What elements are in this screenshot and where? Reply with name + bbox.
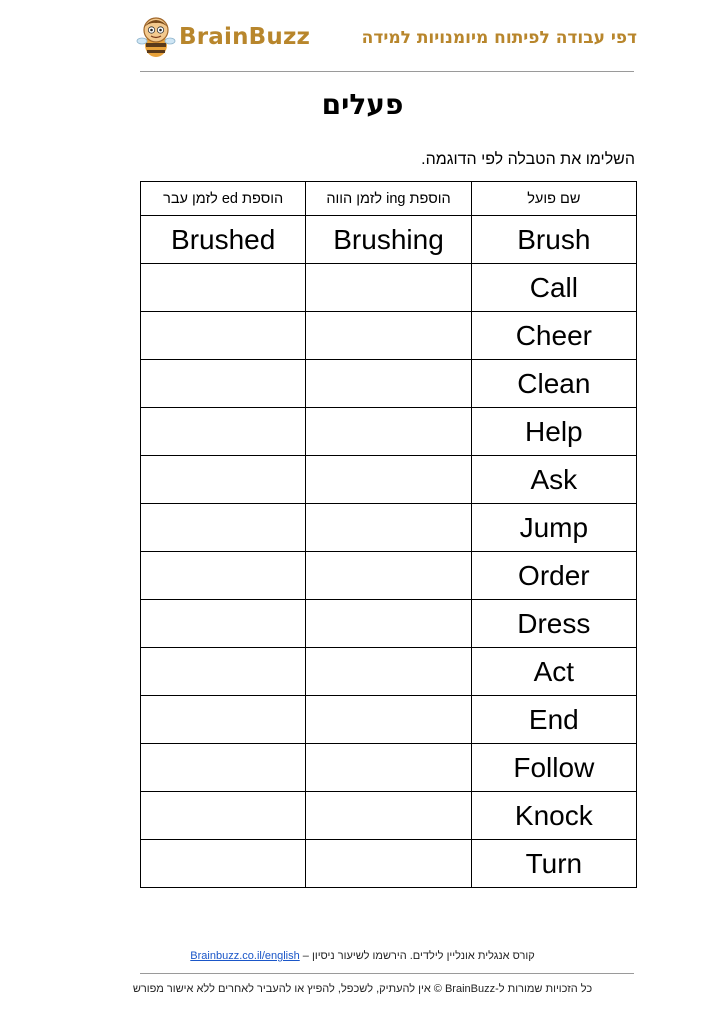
header-verb-name: שם פועל	[471, 182, 636, 216]
footer-divider	[140, 973, 634, 974]
ed-answer-cell[interactable]	[141, 552, 306, 600]
verb-cell: Ask	[471, 456, 636, 504]
ing-answer-cell[interactable]	[306, 360, 471, 408]
ed-answer-cell[interactable]	[141, 840, 306, 888]
verb-cell: Clean	[471, 360, 636, 408]
ed-answer-cell[interactable]	[141, 792, 306, 840]
copyright-notice: כל הזכויות שמורות ל-BrainBuzz © אין להעתיק, לשכפל, להפיץ או להעביר לאחרים ללא אישור מפורש	[132, 983, 593, 995]
ed-answer-cell[interactable]	[141, 312, 306, 360]
table-row	[141, 744, 637, 792]
footer-promo-text: קורס אנגלית אונליין לילדים. הירשמו לשיעור ניסיון –	[299, 950, 535, 962]
page-title: פעלים	[321, 88, 404, 121]
page-header	[0, 0, 725, 72]
english-course-link[interactable]: Brainbuzz.co.il/english	[190, 950, 300, 962]
table-row	[141, 504, 637, 552]
table-row	[141, 552, 637, 600]
verb-cell: Jump	[471, 504, 636, 552]
verb-cell: Help	[471, 408, 636, 456]
table-row	[141, 312, 637, 360]
table-row	[141, 648, 637, 696]
ed-answer-cell[interactable]	[141, 264, 306, 312]
verb-cell: Turn	[471, 840, 636, 888]
verb-cell: Call	[471, 264, 636, 312]
table-row	[141, 360, 637, 408]
verb-cell: Cheer	[471, 312, 636, 360]
header-ed-form: הוספת ed לזמן עבר	[141, 182, 306, 216]
ing-answer-cell[interactable]	[306, 408, 471, 456]
verb-cell: End	[471, 696, 636, 744]
verb-cell: Follow	[471, 744, 636, 792]
ed-answer-cell[interactable]	[141, 360, 306, 408]
table-row	[141, 600, 637, 648]
bee-mascot-icon	[136, 15, 176, 59]
header-title: דפי עבודה לפיתוח מיומנויות למידה	[361, 28, 637, 48]
ed-answer-cell[interactable]	[141, 504, 306, 552]
ing-answer-cell[interactable]	[306, 792, 471, 840]
verb-cell: Dress	[471, 600, 636, 648]
ing-answer-cell[interactable]	[306, 600, 471, 648]
ed-answer-cell[interactable]: Brushed	[141, 216, 306, 264]
verb-cell: Brush	[471, 216, 636, 264]
verbs-table	[140, 181, 637, 888]
ing-answer-cell[interactable]	[306, 648, 471, 696]
ed-answer-cell[interactable]	[141, 456, 306, 504]
header-ing-form: הוספת ing לזמן הווה	[306, 182, 471, 216]
brainbuzz-logo[interactable]	[136, 14, 310, 60]
verb-cell: Act	[471, 648, 636, 696]
ed-answer-cell[interactable]	[141, 648, 306, 696]
ing-answer-cell[interactable]	[306, 552, 471, 600]
table-row	[141, 216, 637, 264]
table-row	[141, 696, 637, 744]
verb-cell: Knock	[471, 792, 636, 840]
table-header-row	[141, 182, 637, 216]
ing-answer-cell[interactable]: Brushing	[306, 216, 471, 264]
logo-wordmark: BrainBuzz	[179, 24, 311, 50]
ed-answer-cell[interactable]	[141, 744, 306, 792]
table-row	[141, 840, 637, 888]
table-row	[141, 408, 637, 456]
ed-answer-cell[interactable]	[141, 696, 306, 744]
table-row	[141, 456, 637, 504]
ing-answer-cell[interactable]	[306, 312, 471, 360]
header-divider	[140, 71, 634, 72]
ed-answer-cell[interactable]	[141, 600, 306, 648]
instructions-text: השלימו את הטבלה לפי הדוגמה.	[421, 151, 635, 168]
ed-answer-cell[interactable]	[141, 408, 306, 456]
ing-answer-cell[interactable]	[306, 696, 471, 744]
ing-answer-cell[interactable]	[306, 840, 471, 888]
table-row	[141, 264, 637, 312]
ing-answer-cell[interactable]	[306, 456, 471, 504]
table-row	[141, 792, 637, 840]
footer-promo	[0, 950, 725, 962]
ing-answer-cell[interactable]	[306, 264, 471, 312]
verb-cell: Order	[471, 552, 636, 600]
ing-answer-cell[interactable]	[306, 744, 471, 792]
ing-answer-cell[interactable]	[306, 504, 471, 552]
